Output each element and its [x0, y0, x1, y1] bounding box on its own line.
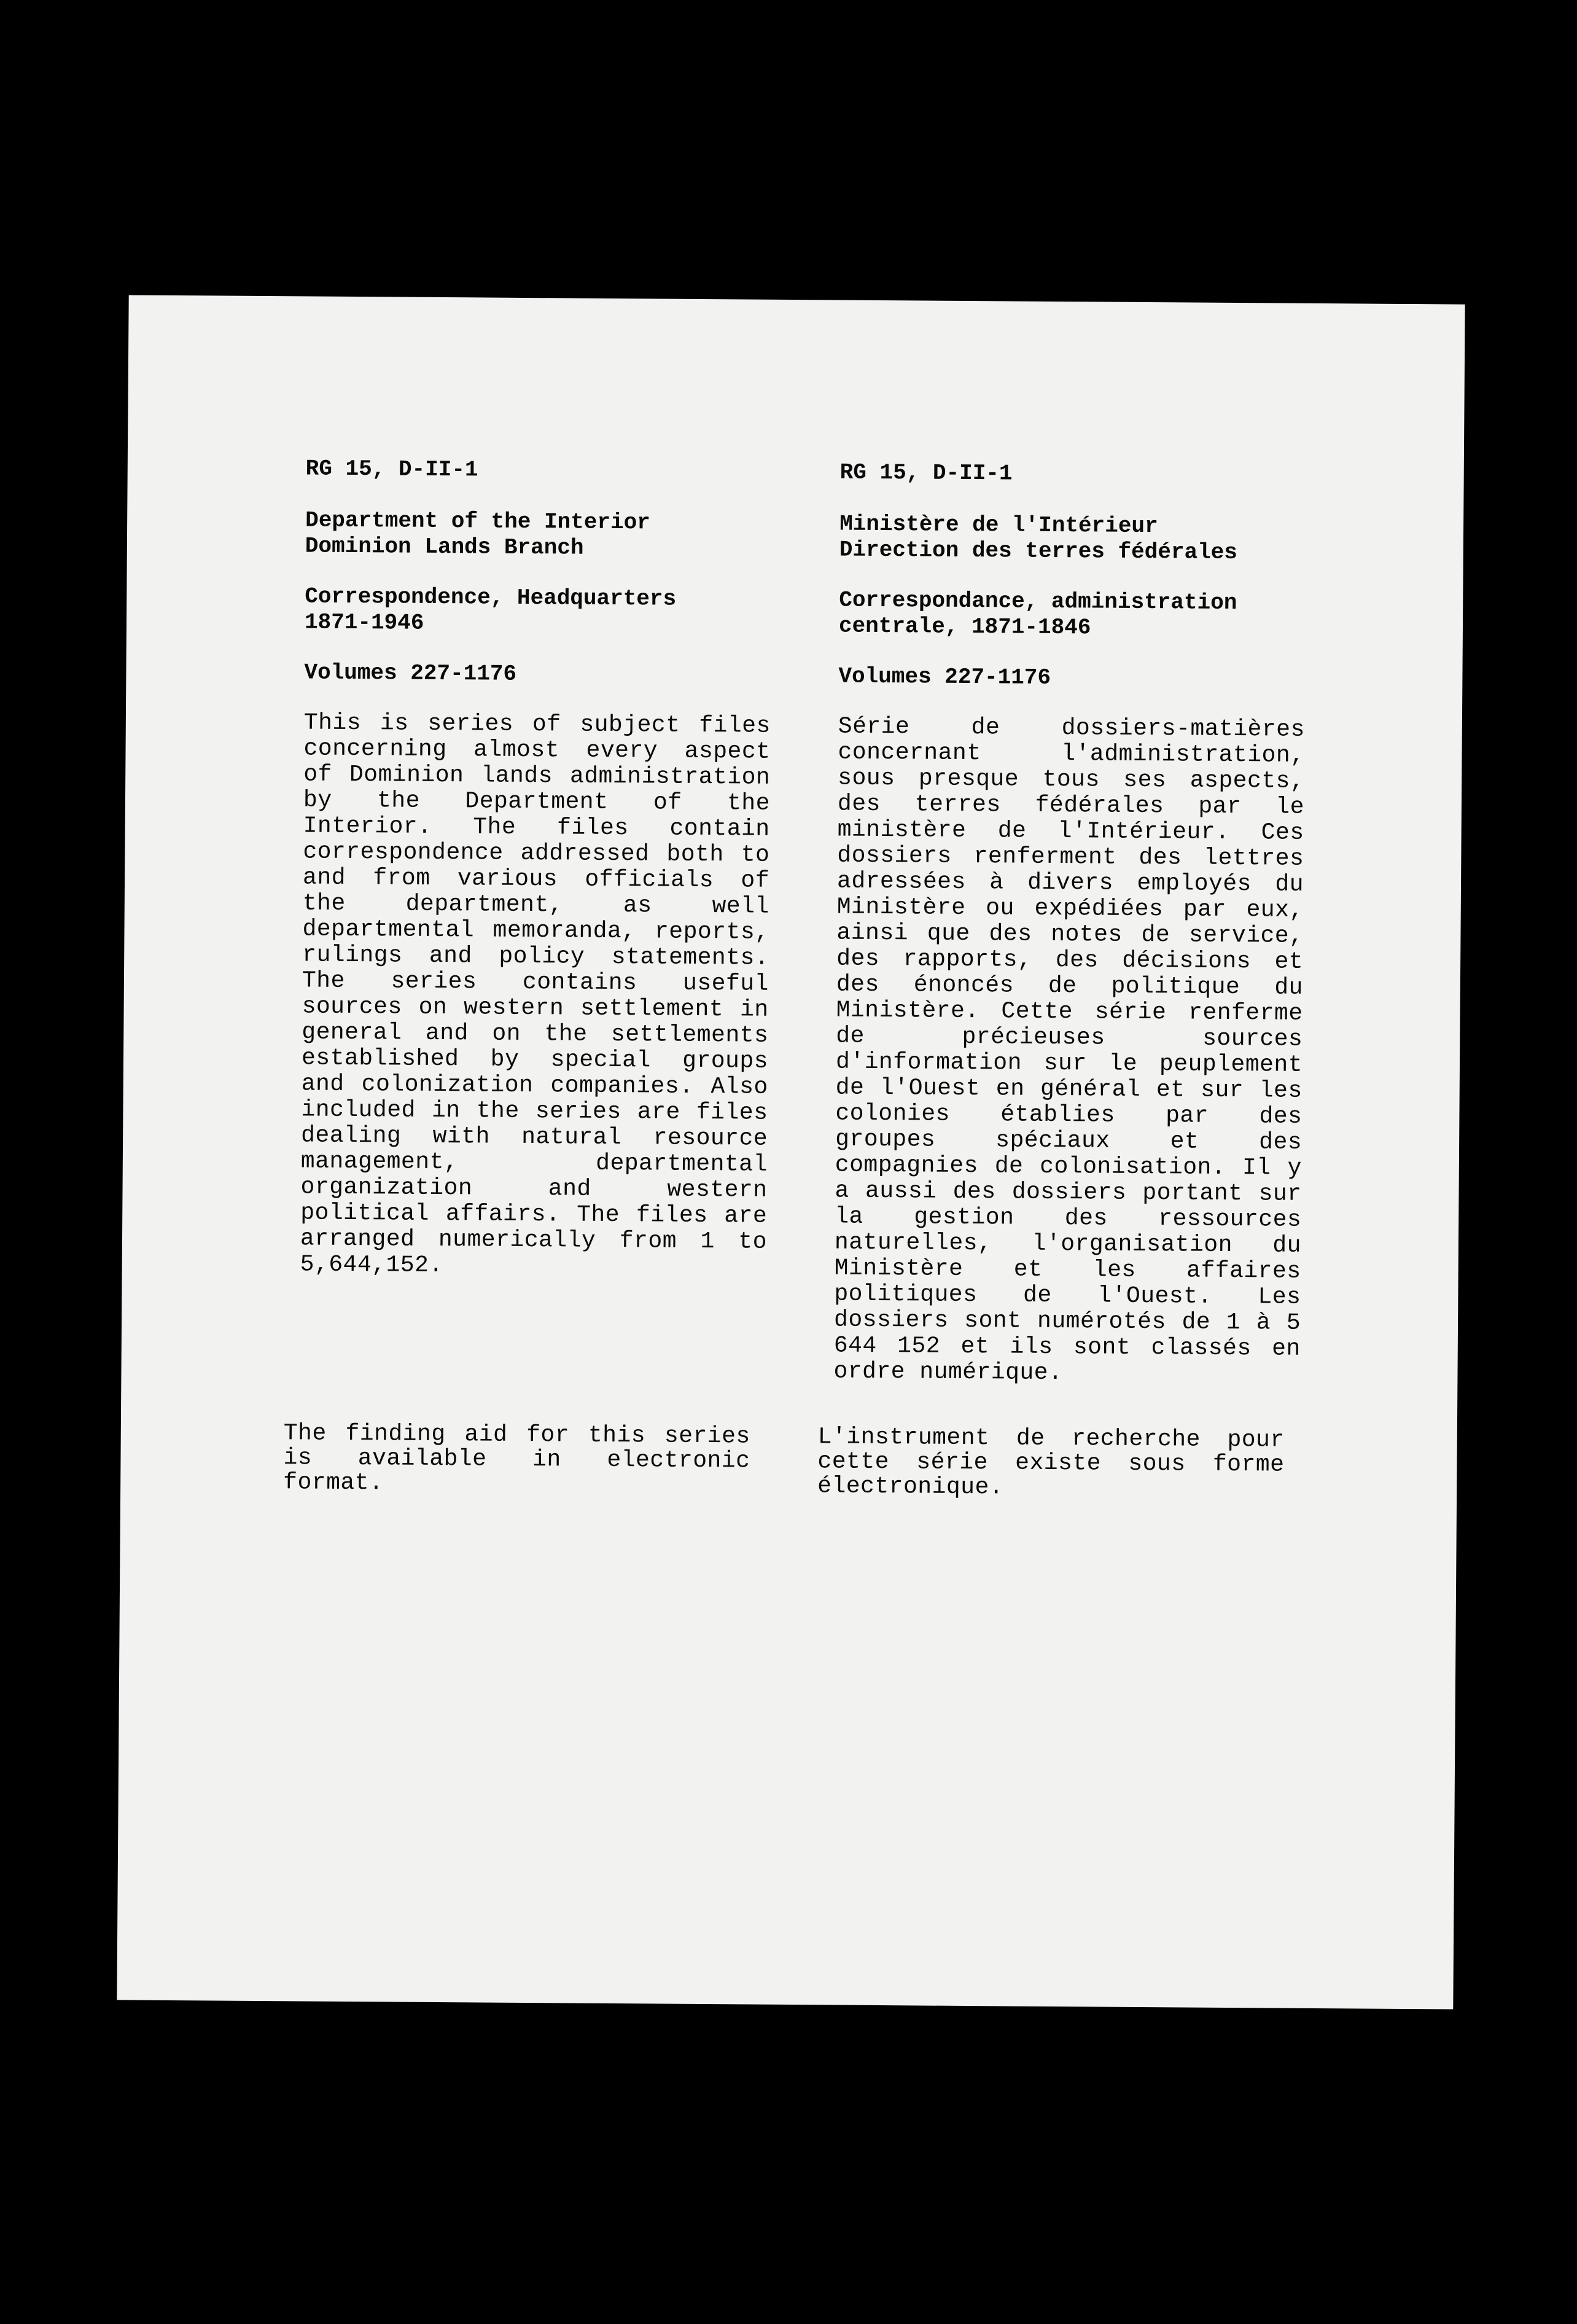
branch-name: Dominion Lands Branch	[305, 533, 584, 561]
department-heading	[305, 507, 773, 562]
document-page	[117, 295, 1465, 2009]
reference-number: RG 15, D-II-1	[839, 459, 1013, 486]
series-description: Série de dossiers-matières concernant l'administration, sous presque tous ses aspects, des terres fédérales par le ministère de l'Intérieur. Ces dossiers renferment des lettres adressées à divers employés du Ministère ou expédiées par eux, ainsi que des notes de service, des rapports, des décisions et des énoncés de politique du Ministère. Cette série renferme de précieuses sources d'information sur le peuplement de l'Ouest en général et sur les colonies établies par des groupes spéciaux et des compagnies de colonisation. Il y a aussi des dossiers portant sur la gestion des ressources naturelles, l'organisation du Ministère et les affaires politiques de l'Ouest. Les dossiers sont numérotés de 1 à 5 644 152 et ils sont classés en ordre numérique.	[833, 713, 1305, 1387]
volumes-heading: Volumes 227-1176	[304, 660, 517, 687]
series-description: This is series of subject files concerning almost every aspect of Dominion lands administration by the Department of the Interior. The files contain correspondence addressed both to and from various officials of the department, as well departmental memoranda, reports, rulings and policy statements. The series contains useful sources on western settlement in general and on the settlements established by special groups and colonization companies. Also included in the series are files dealing with natural resource management, departmental organization and western political affairs. The files are arranged numerically from 1 to 5,644,152.	[300, 709, 771, 1279]
department-heading	[839, 512, 1307, 566]
series-title: Correspondance, administration	[839, 587, 1237, 616]
volumes-heading: Volumes 227-1176	[838, 663, 1051, 690]
series-heading	[839, 588, 1306, 642]
series-title: Correspondence, Headquarters	[305, 583, 677, 612]
series-dates: 1871-1946	[304, 609, 424, 636]
french-column	[833, 460, 1306, 1388]
reference-number: RG 15, D-II-1	[305, 456, 478, 483]
department-name: Department of the Interior	[305, 507, 650, 536]
department-name: Ministère de l'Intérieur	[839, 511, 1158, 539]
series-dates: centrale, 1871-1846	[838, 613, 1091, 641]
finding-aid-note: L'instrument de recherche pour cette série existe sous forme électronique.	[817, 1424, 1285, 1501]
series-heading	[305, 583, 772, 638]
english-column	[300, 456, 773, 1281]
branch-name: Direction des terres fédérales	[839, 537, 1238, 566]
finding-aid-note: The finding aid for this series is available in electronic format.	[283, 1420, 750, 1497]
